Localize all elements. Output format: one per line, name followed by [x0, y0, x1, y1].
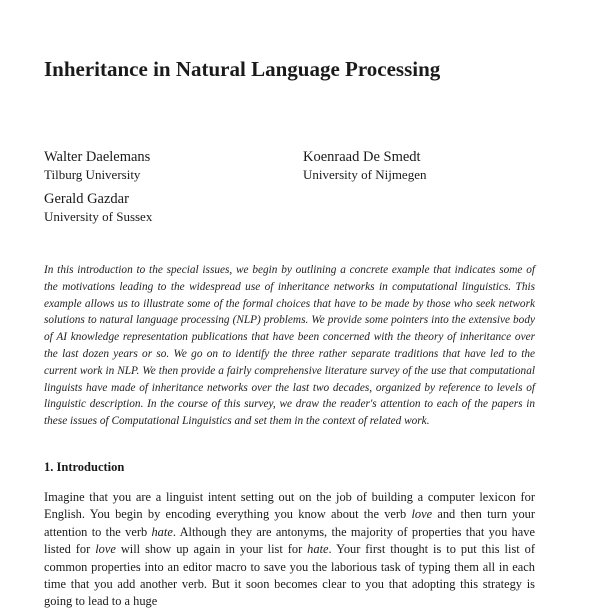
- body-italic-verb: hate: [307, 542, 329, 557]
- body-text-segment: Imagine that you are a linguist intent setting out on the job of building a computer lexicon for English. You begin by encoding everything you know about the verb: [44, 490, 535, 522]
- author-name: Koenraad De Smedt: [303, 149, 421, 165]
- body-text-segment: and then turn your attention to the verb: [44, 507, 535, 539]
- body-paragraph: [44, 489, 535, 611]
- author-affiliation: University of Sussex: [44, 209, 153, 224]
- body-italic-verb: hate: [151, 524, 173, 539]
- author-name: Gerald Gazdar: [44, 191, 129, 207]
- author-affiliation: University of Nijmegen: [303, 167, 427, 182]
- author-block-de-smedt: [303, 148, 426, 184]
- body-text-segment: . Although they are antonyms, the majority of properties that you have listed for: [44, 524, 535, 557]
- author-name: Walter Daelemans: [44, 149, 151, 165]
- author-block-gazdar: [44, 190, 152, 226]
- body-italic-verb: love: [411, 507, 433, 522]
- author-block-daelemans: [44, 148, 150, 184]
- abstract: In this introduction to the special issues, we begin by outlining a concrete example that indicates some of the motivations leading to the widespread use of inheritance networks in computational linguistics. This example allows us to illustrate some of the formal choices that have to be made by those who seek network solutions to natural language processing (NLP) problems. We provide some pointers into the extensive body of AI knowledge representation publications that have been concerned with the theory of inheritance over the last dozen years or so. We go on to identify the three rather separate traditions that have led to the current work in NLP. We then provide a fairly comprehensive literature survey of the use that computational linguists have made of inheritance networks over the last two decades, organized by reference to levels of linguistic description. In the course of this survey, we draw the reader's attention to each of the papers in these issues of Computational Linguistics and set them in the context of related work.: [44, 264, 535, 428]
- section-heading: 1. Introduction: [44, 460, 125, 474]
- author-affiliation: Tilburg University: [44, 167, 141, 182]
- body-italic-verb: love: [95, 542, 116, 557]
- body-text-segment: will show up again in your list for: [115, 542, 308, 557]
- paper-title: Inheritance in Natural Language Processing: [44, 57, 441, 81]
- body-text-segment: . Your first thought is to put this list of common properties into an editor macro to save you the laborious task of typing them all in each time that you add another verb. But it soon becomes clear to you that adopting this strategy is going to lead to a huge: [44, 542, 535, 609]
